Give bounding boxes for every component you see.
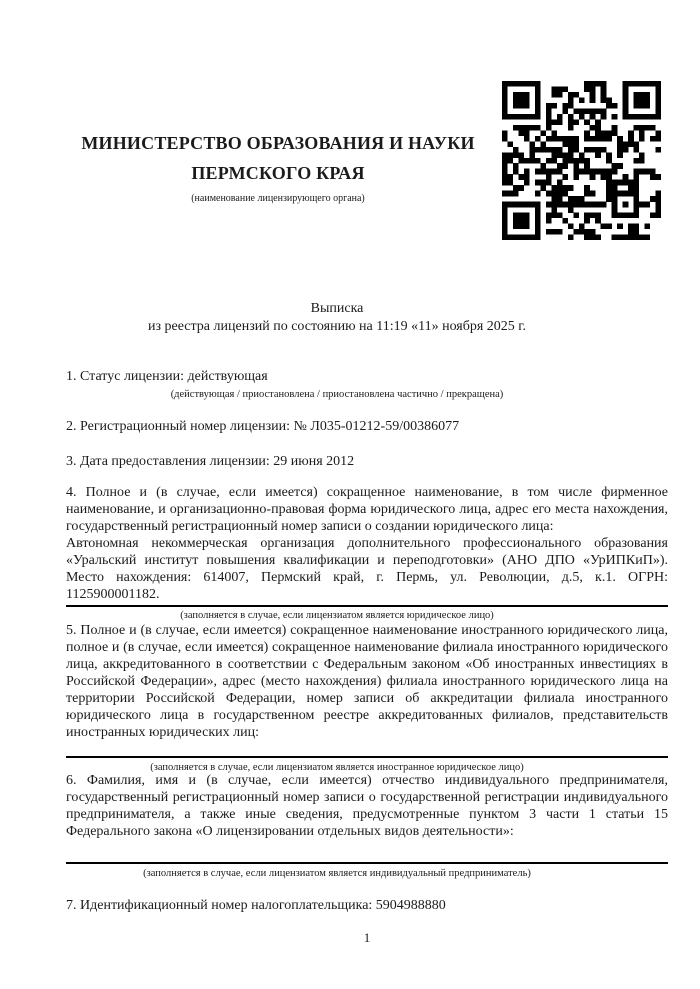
ministry-name-line2: ПЕРМСКОГО КРАЯ (191, 163, 365, 183)
registration-number-text: 2. Регистрационный номер лицензии: № Л035-01212-59/00386077 (66, 419, 460, 434)
foreign-entity-note: (заполняется в случае, если лицензиатом является иностранное юридическое лицо) (150, 762, 524, 773)
legal-entity-question: 4. Полное и (в случае, если имеется) сокращенное наименование, в том числе фирменное наименование, и организационно-правовая форма юридического лица, адрес его места нахождения, государственный регистрационный номер записи о создании юридического лица: (66, 485, 668, 534)
qr-code-icon (502, 81, 661, 240)
document-title (66, 300, 668, 335)
individual-entrepreneur-blank-field (66, 862, 668, 864)
license-status-text: 1. Статус лицензии: действующая (66, 369, 268, 384)
ministry-name (66, 128, 490, 188)
item-foreign-entity (66, 622, 668, 774)
document-title-line2: из реестра лицензий по состоянию на 11:19 «11» ноября 2025 г. (148, 318, 526, 334)
ministry-name-line1: МИНИСТЕРСТВО ОБРАЗОВАНИЯ И НАУКИ (81, 133, 475, 153)
legal-entity-answer: Автономная некоммерческая организация дополнительного профессионального образования «Уральский институт повышения квалификации и переподготовки» (АНО ДПО «УрИПКиП»). Место нахождения: 614007, Пермский край, г. Пермь, ул. Революции, д.5, к.1. ОГРН: 1125900001182. (66, 536, 668, 602)
legal-entity-underline (66, 605, 668, 607)
foreign-entity-question: 5. Полное и (в случае, если имеется) сокращенное наименование иностранного юридического лица, полное и (в случае, если имеется) сокращенное наименование филиала иностранного юридического лица, аккредитованного в соответствии с Федеральным законом «Об иностранных инвестициях в Российской Федерации», адрес (место нахождения) филиала иностранного юридического лица на территории Российской Федерации, номер записи об аккредитации филиала иностранного юридического лица в государственном реестре аккредитованных филиалов, представительств иностранных юридических лиц: (66, 623, 668, 740)
page-number: 1 (363, 930, 371, 945)
foreign-entity-blank-field (66, 756, 668, 758)
item-individual-entrepreneur (66, 772, 668, 880)
letterhead (66, 128, 490, 205)
grant-date-text: 3. Дата предоставления лицензии: 29 июня 2012 (66, 454, 355, 469)
individual-entrepreneur-question: 6. Фамилия, имя и (в случае, если имеется) отчество индивидуального предпринимателя, государственный регистрационный номер записи о государственной регистрации индивидуального предпринимателя, а также иные сведения, предусмотренные пунктом 3 части 1 статьи 15 Федерального закона «О лицензировании отдельных видов деятельности»: (66, 773, 668, 839)
document-title-line1: Выписка (310, 301, 364, 316)
item-legal-entity (66, 484, 668, 622)
inn-text: 7. Идентификационный номер налогоплательщика: 5904988880 (66, 898, 446, 913)
legal-entity-note: (заполняется в случае, если лицензиатом является юридическое лицо) (180, 610, 494, 621)
individual-entrepreneur-note: (заполняется в случае, если лицензиатом является индивидуальный предприниматель) (143, 868, 531, 879)
item-inn (66, 897, 668, 914)
licensing-authority-note: (наименование лицензирующего органа) (191, 193, 365, 204)
item-registration-number (66, 418, 668, 435)
license-status-options-note: (действующая / приостановлена / приостановлена частично / прекращена) (170, 389, 504, 400)
item-grant-date (66, 453, 668, 470)
item-license-status (66, 368, 668, 401)
